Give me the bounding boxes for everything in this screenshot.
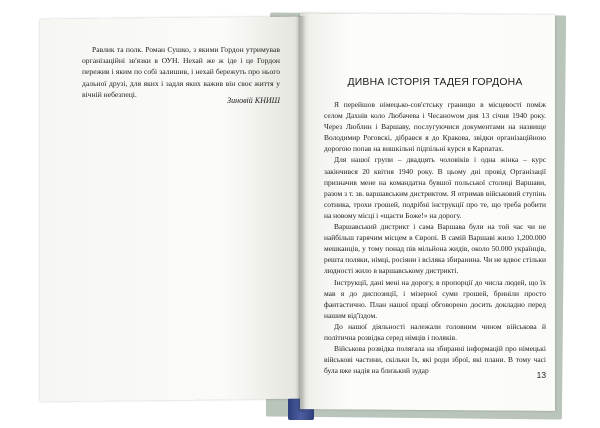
chapter-title: ДИВНА ІСТОРІЯ ТАДЕЯ ГОРДОНА	[347, 77, 523, 88]
book-gutter	[296, 16, 306, 412]
page-number: 13	[536, 370, 546, 380]
author-signature: Зиновій КНИШ	[227, 96, 280, 105]
left-page-text	[82, 44, 280, 100]
right-paragraph: Військова розвідка полягала на збиранні інформацій про німецькі військові частини, скільки їх, які роди зброї, які плани. В тому часі була вже надія на близький зудар	[324, 344, 546, 376]
right-page-text	[324, 99, 546, 376]
right-paragraph: Я перейшов німецько-сов'єтську границю в місцевості поміж селом Дахнів коло Любачева і Чесанowом дня 13 січня 1940 року. Через Люблин і Варшаву, послугуючися документами на назвище Володимир Роговскі, дібрався я до Кракова, звідки організаційною дорогою попав на вишкільні підпільні курси в Карпатах.	[324, 100, 546, 154]
right-paragraph: Варшавський дистрикт і сама Варшава були на той час чи не найбільш гарячим місцем в Європі. В самій Варшаві жило 1,200.000 мешканців, у тому понад пів мільйона жидів, около 50.000 українців, решта поляки, німці, росіяни і всіляка збиранина. Чи не вдвоє стільки людності жило в варшавському дистрикті.	[324, 222, 546, 276]
right-paragraph: Інструкції, дані мені на дорогу, в пропорції до числа людей, що їх мав я до диспозиції, і мізерної суми грошей, бриніли просто фантастично. План нашої праці обговорено досить докладно перед нашим від'їздом.	[324, 277, 546, 320]
right-paragraph: Для нашої групи – двадцять чоловіків і одна жінка – курс закінчився 20 квітня 1940 року. В цьому дні провід Організації призначив мене на командатна бувшої польської столиці Варшави, разом з т. зв. варшавським дистриктом. Я отримав військовий ступінь сотника, трохи грошей, подрібні інструкції про те, що треба робити на новому місці і «щасти Боже!» на дорогу.	[324, 155, 546, 220]
left-paragraph: Равлик та полк. Роман Сушко, з якими Гордон утримував організаційні зв'язки в ОУН. Нехай же ж іде і це Гордон пережив і яким по собі залишив, і нехай бережуть про нього дальної друзі, для яких і задля яких важив він своє життя у вічній небезпеці.	[82, 45, 280, 99]
right-paragraph: До нашої діяльності належали головним чином військова й політична розвідка серед німців і поляків.	[324, 321, 546, 342]
